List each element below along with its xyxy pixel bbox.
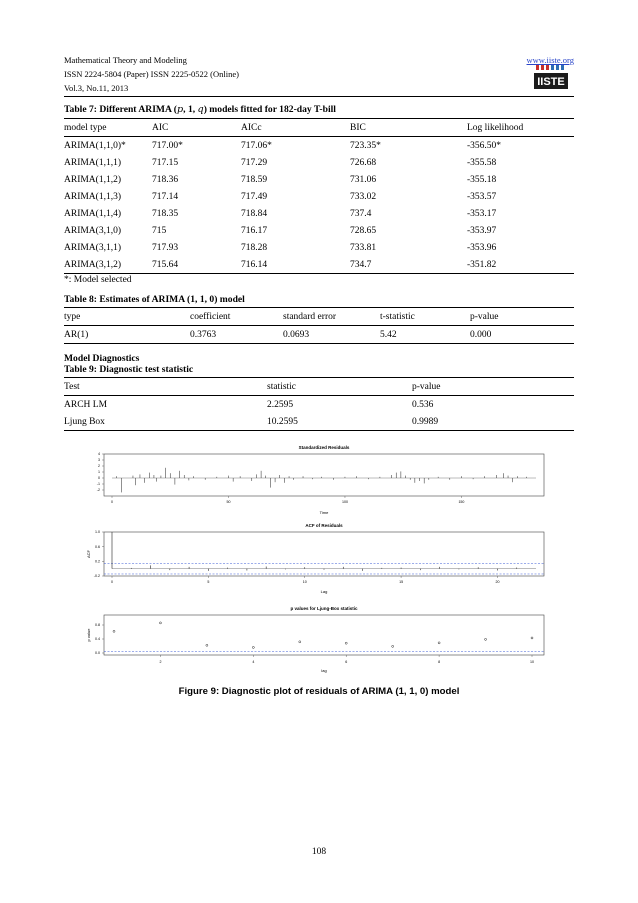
ljungbox-title: p values for Ljung-Box statistic (290, 606, 358, 611)
table-cell: 717.06* (241, 140, 272, 151)
ljungbox-point (252, 646, 254, 648)
journal-title: Mathematical Theory and Modeling (64, 55, 187, 65)
table-row (64, 256, 574, 274)
table-row (64, 222, 574, 239)
residuals-ytick-label: 4 (98, 452, 100, 457)
table-cell: -355.18 (467, 174, 497, 185)
table-cell: 0.536 (412, 399, 434, 410)
table7 (64, 119, 574, 274)
acf-ytick-label: 1.0 (95, 530, 100, 535)
table8-header-cell: coefficient (190, 311, 231, 322)
page-number: 108 (311, 847, 327, 857)
volume-line: Vol.3, No.11, 2013 (64, 83, 129, 93)
table-row (64, 205, 574, 222)
ljungbox-xtick-label: 10 (530, 660, 534, 664)
diagnostics-heading: Model Diagnostics (64, 353, 140, 364)
table-cell: 718.35 (152, 208, 179, 219)
residuals-ytick-label: 3 (98, 458, 100, 463)
ljungbox-plot-frame (104, 615, 544, 655)
journal-url-link[interactable]: www.iiste.org (526, 55, 574, 65)
table-cell: -351.82 (467, 259, 497, 270)
header-rule (64, 96, 574, 97)
table9-caption: Table 9: Diagnostic test statistic (64, 364, 194, 375)
acf-xtick-label: 20 (495, 580, 500, 584)
table-cell: ARIMA(3,1,2) (64, 259, 121, 270)
table9-header-cell: p-value (412, 381, 441, 392)
table7-header-cell: AICc (241, 122, 262, 133)
table8-header-row (64, 308, 574, 326)
table8-header-cell: standard error (283, 311, 337, 322)
iiste-logo-icon (534, 65, 568, 91)
table8-header-cell: type (64, 311, 81, 322)
table8-header-cell: p-value (470, 311, 499, 322)
acf-title: ACF of Residuals (305, 523, 343, 528)
ljungbox-ytick-label: 0.8 (95, 623, 100, 628)
residuals-xtick-label: 150 (458, 500, 465, 504)
table-row (64, 137, 574, 155)
table-cell: 2.2595 (267, 399, 294, 410)
table-cell: ARCH LM (64, 399, 108, 410)
table-cell: 0.3763 (190, 329, 217, 340)
residuals-ytick-label: -1 (96, 482, 100, 487)
table-cell: 716.17 (241, 225, 268, 236)
residuals-xtick-label: 50 (226, 500, 231, 504)
ljungbox-point (392, 645, 394, 647)
table-cell: 717.29 (241, 157, 268, 168)
acf-xtick-label: 0 (111, 580, 113, 584)
table-cell: 734.7 (350, 259, 372, 270)
table-cell: -353.57 (467, 191, 497, 202)
table8 (64, 308, 574, 344)
table7-header-row (64, 119, 574, 137)
ljungbox-xtick-label: 4 (252, 660, 255, 664)
acf-ytick-label: 0.2 (95, 559, 100, 564)
table7-caption: Table 7: Different ARIMA (p, 1, q) models fitted for 182-day T-bill (64, 104, 336, 115)
table9 (64, 378, 574, 431)
acf-ylabel: ACF (86, 550, 91, 558)
table-cell: -355.58 (467, 157, 497, 168)
table-cell: ARIMA(1,1,3) (64, 191, 121, 202)
acf-ytick-label: -0.2 (93, 574, 100, 579)
table-cell: 733.81 (350, 242, 377, 253)
table-cell: Ljung Box (64, 416, 105, 427)
ljungbox-ytick-label: 0.0 (95, 651, 100, 656)
residuals-title: Standardized Residuals (298, 445, 350, 450)
table-cell: 715.64 (152, 259, 179, 270)
logo-text: IISTE (537, 76, 565, 88)
table-cell: -353.97 (467, 225, 497, 236)
table-cell: 717.14 (152, 191, 179, 202)
table8-caption: Table 8: Estimates of ARIMA (1, 1, 0) model (64, 294, 245, 305)
table-row (64, 396, 574, 414)
acf-ytick-label: 0.6 (95, 544, 100, 549)
table-cell: 5.42 (380, 329, 397, 340)
figure-caption: Figure 9: Diagnostic plot of residuals of ARIMA (1, 1, 0) model (178, 686, 460, 697)
table-cell: 717.00* (152, 140, 183, 151)
ljungbox-point (531, 637, 533, 639)
residuals-xtick-label: 100 (341, 500, 348, 504)
ljungbox-xtick-label: 2 (159, 660, 162, 664)
table-row (64, 413, 574, 431)
table-cell: 726.68 (350, 157, 377, 168)
table7-header-cell: Log likelihood (467, 122, 524, 133)
ljungbox-ylabel: p value (86, 628, 91, 642)
residuals-ytick-label: 0 (98, 476, 100, 481)
residuals-ytick-label: 1 (98, 470, 100, 475)
table8-header-cell: t-statistic (380, 311, 415, 322)
table-row (64, 154, 574, 171)
table-cell: 10.2595 (267, 416, 298, 427)
table-cell: -353.17 (467, 208, 497, 219)
residuals-ytick-label: 2 (98, 464, 100, 469)
table-cell: AR(1) (64, 329, 89, 340)
ljungbox-xlabel: lag (321, 668, 327, 673)
ljungbox-point (345, 642, 347, 644)
table-cell: 716.14 (241, 259, 268, 270)
table-cell: ARIMA(1,1,4) (64, 208, 121, 219)
table-row (64, 326, 574, 344)
table-row (64, 239, 574, 256)
table-cell: 0.000 (470, 329, 492, 340)
table-cell: ARIMA(3,1,0) (64, 225, 121, 236)
table7-header-cell: BIC (350, 122, 366, 133)
table-cell: ARIMA(1,1,0)* (64, 140, 126, 151)
table-cell: 728.65 (350, 225, 377, 236)
table-cell: 737.4 (350, 208, 372, 219)
table-cell: 723.35* (350, 140, 381, 151)
table-cell: 718.59 (241, 174, 268, 185)
ljungbox-point (299, 641, 301, 643)
table9-header-row (64, 378, 574, 396)
ljungbox-point (438, 642, 440, 644)
table-cell: ARIMA(1,1,1) (64, 157, 121, 168)
residuals-xlabel: Time (319, 510, 329, 515)
ljungbox-xtick-label: 6 (345, 660, 348, 664)
table7-note: *: Model selected (64, 275, 132, 285)
diagnostic-figure (84, 438, 554, 674)
ljungbox-point (159, 622, 161, 624)
acf-xtick-label: 10 (302, 580, 307, 584)
table7-header-cell: AIC (152, 122, 169, 133)
table-cell: 0.0693 (283, 329, 310, 340)
ljungbox-point (206, 644, 208, 646)
table-cell: ARIMA(1,1,2) (64, 174, 121, 185)
table-cell: 733.02 (350, 191, 377, 202)
table-cell: 715 (152, 225, 167, 236)
table-cell: 717.49 (241, 191, 268, 202)
ljungbox-ytick-label: 0.4 (95, 637, 100, 642)
table-cell: -356.50* (467, 140, 502, 151)
table-cell: 717.15 (152, 157, 179, 168)
table9-header-cell: statistic (267, 381, 297, 392)
table-cell: ARIMA(3,1,1) (64, 242, 121, 253)
table-cell: 731.06 (350, 174, 377, 185)
ljungbox-xtick-label: 8 (438, 660, 441, 664)
acf-xlabel: Lag (320, 589, 328, 594)
table-cell: 0.9989 (412, 416, 439, 427)
table-cell: 717.93 (152, 242, 179, 253)
residuals-ytick-label: -2 (96, 488, 100, 493)
table-cell: 718.36 (152, 174, 179, 185)
table-row (64, 171, 574, 188)
ljungbox-point (485, 638, 487, 640)
acf-xtick-label: 15 (399, 580, 404, 584)
residuals-xtick-label: 0 (111, 500, 113, 504)
table9-header-cell: Test (64, 381, 80, 392)
table-cell: 718.84 (241, 208, 268, 219)
issn-line: ISSN 2224-5804 (Paper) ISSN 2225-0522 (Online) (64, 69, 239, 79)
table-row (64, 188, 574, 205)
acf-xtick-label: 5 (207, 580, 210, 584)
table7-header-cell: model type (64, 122, 107, 133)
ljungbox-point (113, 630, 115, 632)
table-cell: -353.96 (467, 242, 497, 253)
table-cell: 718.28 (241, 242, 268, 253)
